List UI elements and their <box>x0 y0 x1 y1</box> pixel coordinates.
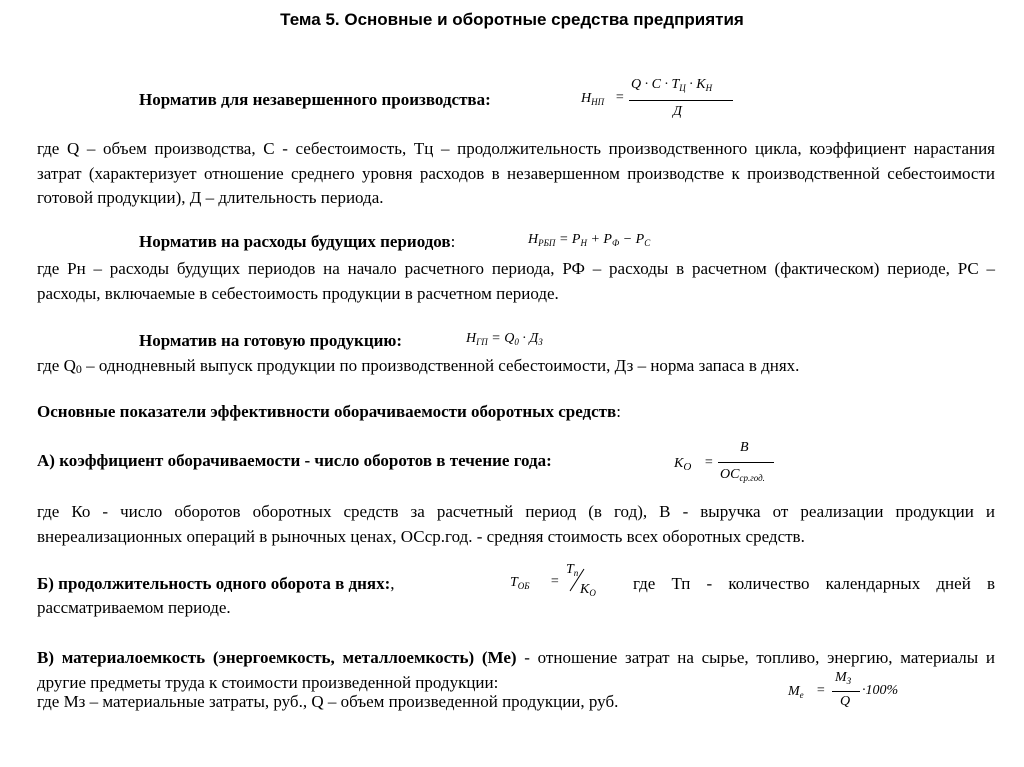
efficiency-heading: Основные показатели эффективности оборачиваемости оборотных средств <box>37 402 617 421</box>
efficiency-heading-colon: : <box>616 402 621 421</box>
future-formula-rhs-2: + Р <box>586 232 612 247</box>
duration-formula-den: K <box>580 582 590 597</box>
material-formula-num: М <box>835 670 847 685</box>
material-formula-den: Q <box>840 694 851 709</box>
material-heading: В) материалоемкость (энергоемкость, металлоемкость) (Ме) <box>37 648 517 667</box>
duration-heading-line <box>37 574 395 594</box>
finished-heading: Норматив на готовую продукцию: <box>139 331 403 350</box>
future-heading-colon: : <box>450 232 456 251</box>
future-description: где Рн – расходы будущих периодов на начало расчетного периода, РФ – расходы в расчетном (фактическом) периоде, РС – расходы, включаемые в себестоимость продукции в расчетном периоде. <box>37 259 995 303</box>
finished-description-sub: 0 <box>75 362 82 376</box>
material-formula-lhs-sub: е <box>799 690 804 700</box>
wip-formula-lhs: Н <box>581 91 592 106</box>
future-formula-rhs-sub-1: Н <box>580 238 587 248</box>
turnover-formula-lhs-sub: О <box>683 461 692 473</box>
finished-description <box>37 354 799 380</box>
turnover-formula-den: ОС <box>720 467 740 482</box>
duration-formula <box>510 562 610 604</box>
duration-formula-num: T <box>566 562 574 577</box>
wip-formula-eq: = <box>615 90 625 105</box>
finished-formula <box>466 330 596 354</box>
turnover-formula <box>674 440 784 490</box>
duration-continuation: рассматриваемом периоде. <box>37 598 231 617</box>
material-description: - отношение затрат на сырье, топливо, энергию, материалы и другие предметы труда к стоимости произведенной продукции: <box>37 648 995 692</box>
material-formula-lhs: М <box>788 684 800 699</box>
finished-formula-rhs-2: · Д <box>518 331 539 346</box>
future-formula-rhs-3: − Р <box>619 232 645 247</box>
material-last-line: где Мз – материальные затраты, руб., Q – объем произведенной продукции, руб. <box>37 692 619 711</box>
wip-formula-den: Д <box>673 104 682 119</box>
finished-formula-rhs-sub-2: З <box>538 337 543 347</box>
wip-formula-num-1: Q · C · T <box>631 77 680 92</box>
future-formula-lhs-sub: РБП <box>538 238 556 248</box>
finished-formula-rhs-sub-1: 0 <box>514 337 519 347</box>
future-formula-rhs-sub-2: Ф <box>611 238 620 248</box>
wip-fraction-bar <box>629 100 733 101</box>
future-formula-rhs-sub-3: С <box>644 238 651 248</box>
future-formula-rhs-1: = Р <box>555 232 581 247</box>
finished-formula-rhs-1: = Q <box>487 331 515 346</box>
turnover-heading: А) коэффициент оборачиваемости - число оборотов в течение года: <box>37 451 552 470</box>
turnover-fraction-bar <box>718 462 774 463</box>
turnover-formula-lhs: K <box>674 456 684 471</box>
future-heading-line <box>139 232 455 252</box>
wip-description: где Q – объем производства, С - себестоимость, Тц – продолжительность производственного цикла, коэффициент нарастания затрат (характеризует отношение среднего уровня расходов в незавершенном производстве к производственной себестоимости готовой продукции), Д – длительность периода. <box>37 139 995 207</box>
duration-heading-comma: , <box>390 574 395 593</box>
material-formula-eq: = <box>816 683 826 698</box>
material-formula <box>788 670 938 718</box>
wip-formula <box>575 73 755 129</box>
turnover-formula-num: В <box>740 440 749 455</box>
future-heading: Норматив на расходы будущих периодов <box>139 232 451 251</box>
finished-formula-lhs-sub: ГП <box>476 337 488 347</box>
duration-heading: Б) продолжительность одного оборота в днях: <box>37 574 391 593</box>
material-formula-num-sub: З <box>846 676 852 686</box>
wip-heading: Норматив для незавершенного производства: <box>139 90 491 109</box>
turnover-formula-den-sub: ср.год. <box>739 473 765 483</box>
duration-side-text: где Тп - количество календарных дней в <box>633 574 995 593</box>
duration-formula-eq: = <box>550 574 560 589</box>
material-formula-tail: ·100% <box>862 683 899 698</box>
efficiency-heading-line <box>37 402 621 422</box>
turnover-description: где Ко - число оборотов оборотных средств за расчетный период (в год), В - выручка от реализации продукции и внереализационных операций в рыночных ценах, ОСср.год. - средняя стоимость всех оборотных средств. <box>37 502 995 546</box>
finished-description-rest: – однодневный выпуск продукции по производственной себестоимости, Дз – норма запаса в днях. <box>81 356 800 375</box>
wip-formula-lhs-sub: НП <box>591 97 605 107</box>
duration-formula-num-sub: п <box>573 568 579 578</box>
material-fraction-bar <box>832 691 860 692</box>
wip-formula-num-sub-2: Н <box>705 83 713 93</box>
wip-formula-num-sub-1: Ц <box>679 83 686 93</box>
page-title: Тема 5. Основные и оборотные средства предприятия <box>280 10 744 29</box>
duration-formula-lhs-sub: ОБ <box>517 581 530 591</box>
future-formula <box>528 230 698 254</box>
future-formula-lhs: Н <box>528 232 539 247</box>
wip-formula-num-2: · K <box>685 77 706 92</box>
finished-formula-lhs: Н <box>466 331 477 346</box>
turnover-formula-eq: = <box>704 455 714 470</box>
duration-formula-lhs: T <box>510 575 518 590</box>
duration-formula-den-sub: О <box>589 588 596 598</box>
finished-description-prefix: где Q <box>37 356 76 375</box>
